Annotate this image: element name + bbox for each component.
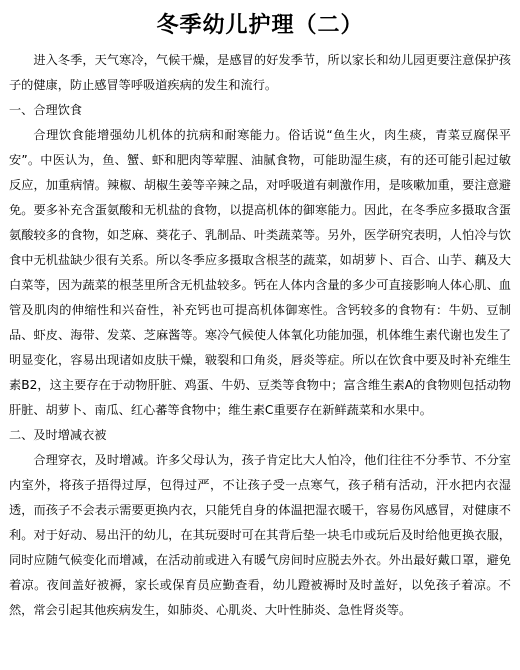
- document-title: 冬季幼儿护理（二）: [156, 12, 364, 38]
- section1-heading: 一、合理饮食: [9, 103, 83, 117]
- section2-paragraph: 合理穿衣，及时增减。许多父母认为，孩子肯定比大人怕冷，他们往往不分季节、不分室内室外，将孩子捂得过厚，包得过严，不让孩子受一点寒气，孩子稍有活动，汗水把内衣湿透，而孩子不会表示需要更换内衣，只能凭自身的体温把湿衣暖干，容易伤风感冒，对健康不利。对于好动、易出汗的幼儿，在其玩耍时可在其背后垫一块毛巾或玩后及时给他更换衣服，同时应随气候变化而增减，在活动前或进入有暖气房间时应脱去外衣。外出最好戴口罩，避免着凉。夜间盖好被褥，家长或保育员应勤查看，幼儿蹬被褥时及时盖好，以免孩子着凉。不然，常会引起其他疾病发生，如肺炎、心肌炎、大叶性肺炎、急性肾炎等。: [9, 453, 511, 617]
- intro-paragraph: 进入冬季，天气寒冷，气候干燥，是感冒的好发季节，所以家长和幼儿园更要注意保护孩子的健康，防止感冒等呼吸道疾病的发生和流行。: [9, 53, 511, 92]
- section2-heading: 二、及时增减衣被: [9, 428, 107, 442]
- section1-paragraph: 合理饮食能增强幼儿机体的抗病和耐寒能力。俗话说“鱼生火，肉生痰，青菜豆腐保平安”。中医认为，鱼、蟹、虾和肥肉等荤腥、油腻食物，可能助湿生痰，有的还可能引起过敏反应，加重病情。辣椒、胡椒生姜等辛辣之品，对呼吸道有刺激作用，是咳嗽加重，要注意避免。要多补充含蛋氨酸和无机盐的食物，以提高机体的御寒能力。因此，在冬季应多摄取含蛋氨酸较多的食物，如芝麻、葵花子、乳制品、叶类蔬菜等。另外，医学研究表明，人怕冷与饮食中无机盐缺少很有关系。所以冬季应多摄取含根茎的蔬菜，如胡萝卜、百合、山芋、藕及大白菜等，因为蔬菜的根茎里所含无机盐较多。钙在人体内含量的多少可直接影响人体心肌、血管及肌肉的伸缩性和兴奋性，补充钙也可提高机体御寒性。含钙较多的食物有：牛奶、豆制品、虾皮、海带、发菜、芝麻酱等。寒冷气候使人体氧化功能加强，机体维生素代谢也发生了明显变化，容易出现诸如皮肤干燥，皲裂和口角炎，唇炎等症。所以在饮食中要及时补充维生素B2，这主要存在于动物肝脏、鸡蛋、牛奶、豆类等食物中；富含维生素A的食物则包括动物肝脏、胡萝卜、南瓜、红心蕃等食物中；维生素C重要存在新鲜蔬菜和水果中。: [9, 128, 511, 417]
